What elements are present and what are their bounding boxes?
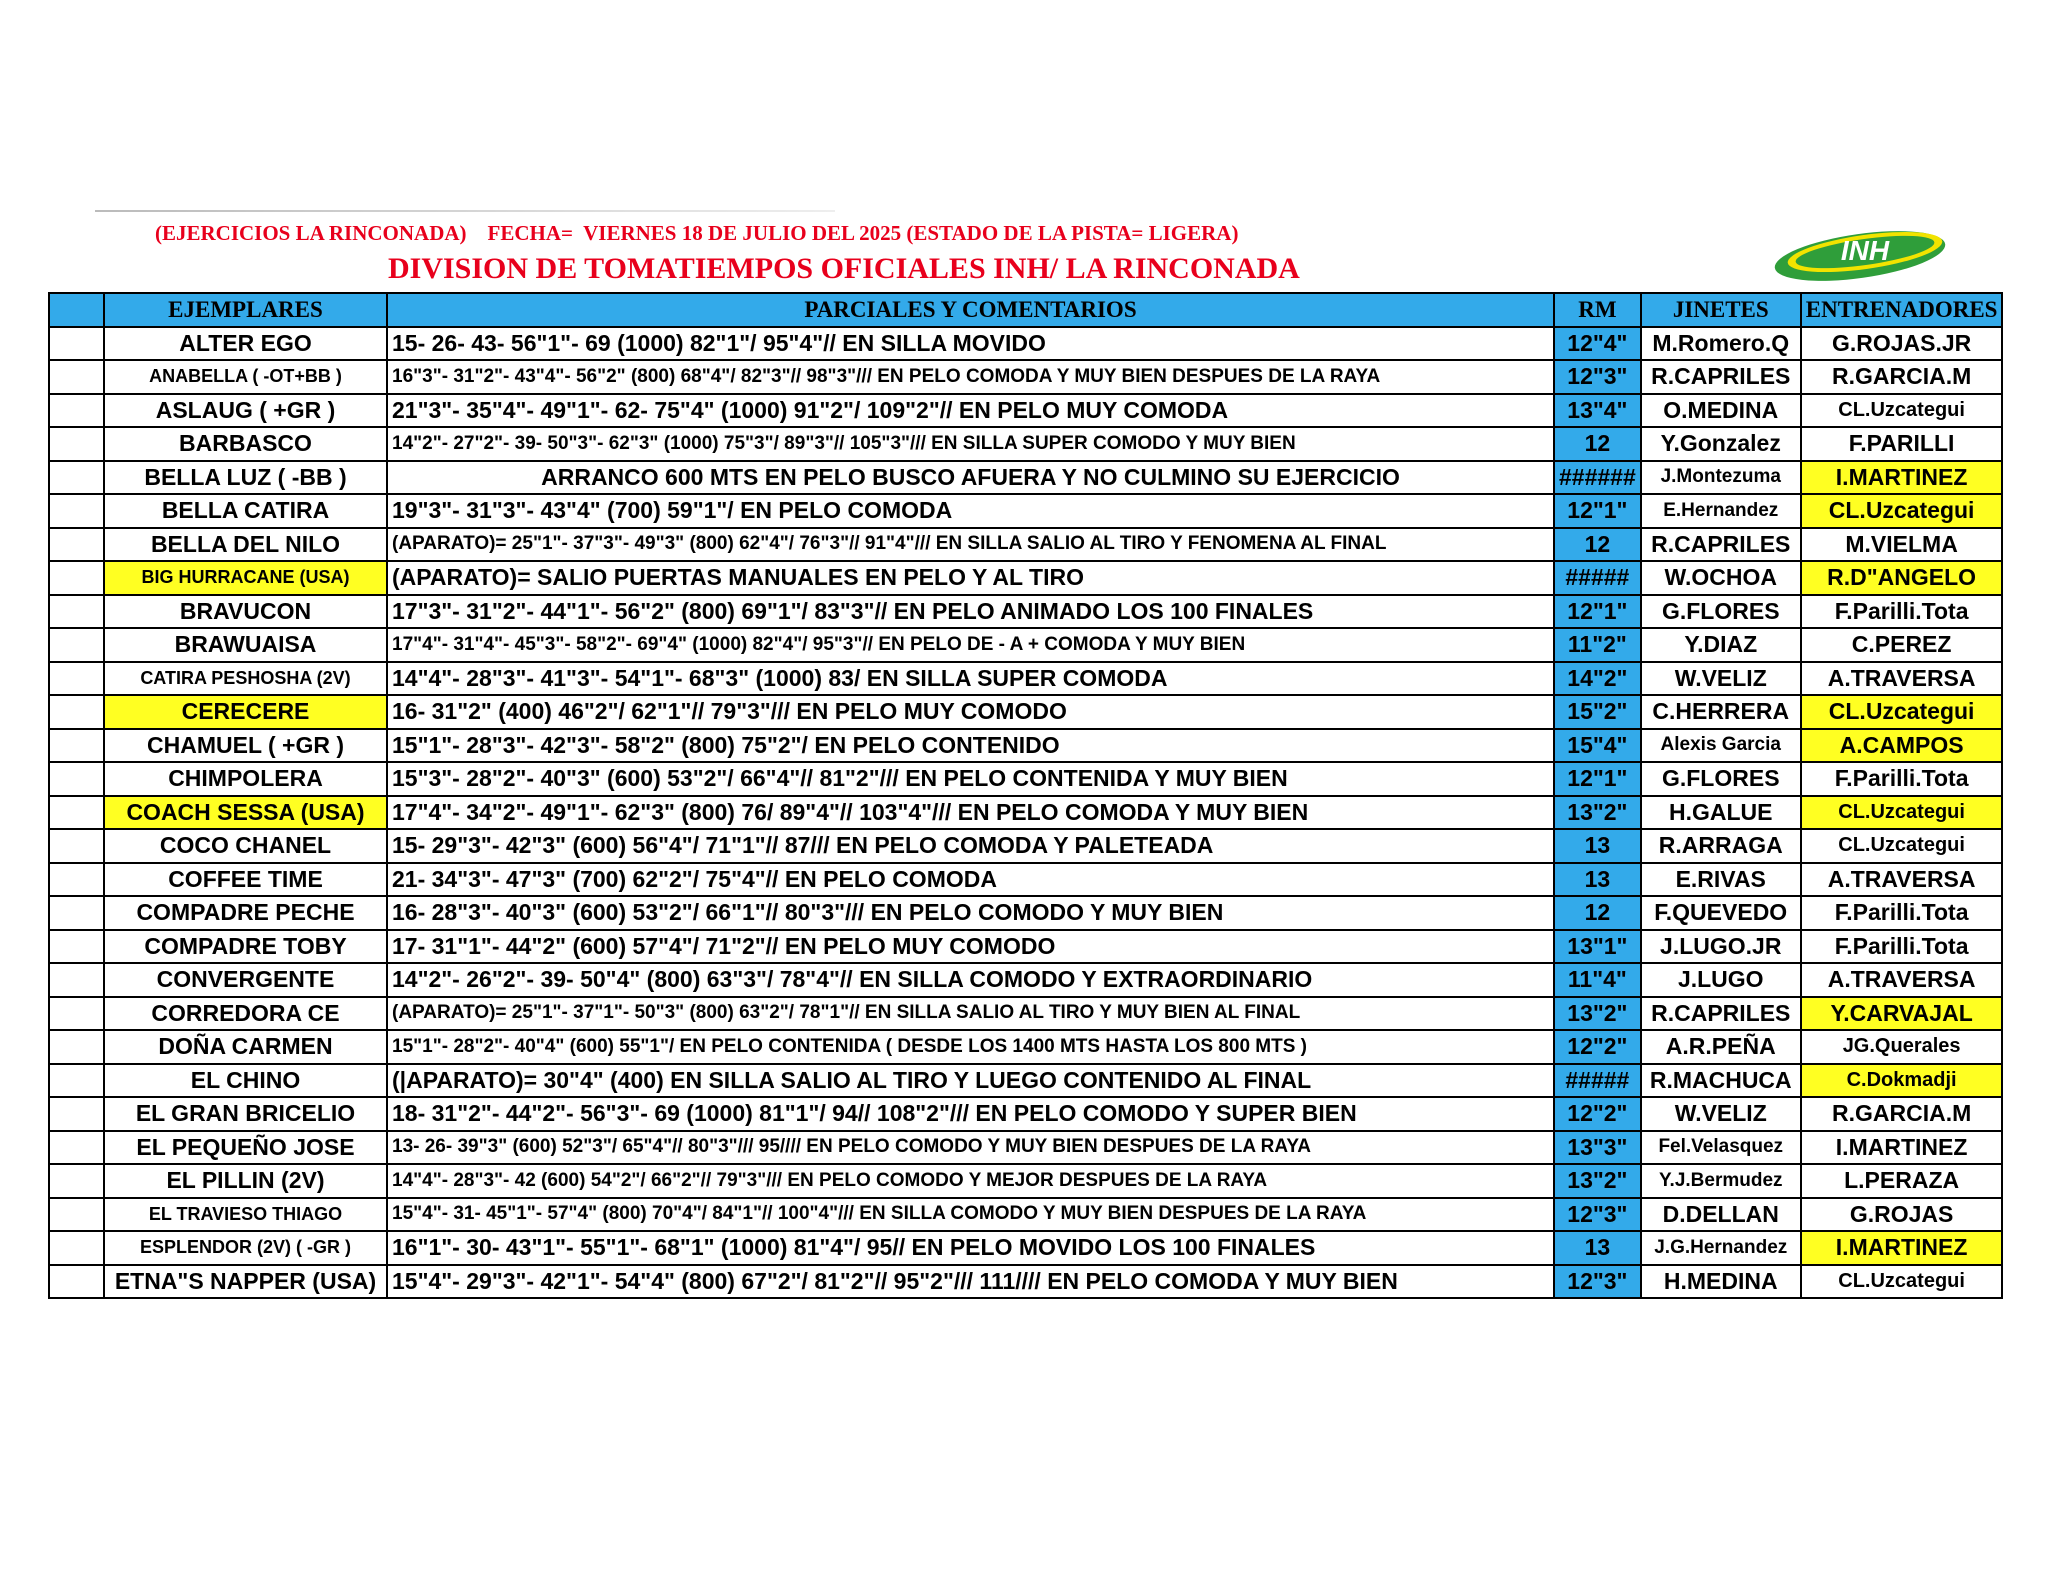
entrenador-cell: CL.Uzcategui — [1801, 394, 2003, 428]
table-row — [49, 494, 2002, 528]
ejemplar-cell: CATIRA PESHOSHA (2V) — [104, 662, 387, 696]
ejemplar-cell: ANABELLA ( -OT+BB ) — [104, 360, 387, 394]
parciales-cell: 14"4"- 28"3"- 41"3"- 54"1"- 68"3" (1000) 83/ EN SILLA SUPER COMODA — [387, 662, 1554, 696]
rm-cell: 15"4" — [1554, 729, 1641, 763]
jinete-cell: F.QUEVEDO — [1641, 896, 1801, 930]
table-row — [49, 1198, 2002, 1232]
rm-cell: 12"2" — [1554, 1030, 1641, 1064]
table-row — [49, 461, 2002, 495]
row-blank-cell — [49, 1265, 104, 1299]
ejemplar-cell: CHIMPOLERA — [104, 762, 387, 796]
table-row — [49, 1164, 2002, 1198]
parciales-cell: 15"4"- 29"3"- 42"1"- 54"4" (800) 67"2"/ 81"2"// 95"2"/// 111//// EN PELO COMODA Y MUY BIEN — [387, 1265, 1554, 1299]
parciales-cell: 13- 26- 39"3" (600) 52"3"/ 65"4"// 80"3"/// 95//// EN PELO COMODO Y MUY BIEN DESPUES DE LA RAYA — [387, 1131, 1554, 1165]
parciales-cell: 17"4"- 31"4"- 45"3"- 58"2"- 69"4" (1000) 82"4"/ 95"3"// EN PELO DE - A + COMODA Y MUY BIEN — [387, 628, 1554, 662]
jinete-cell: R.CAPRILES — [1641, 528, 1801, 562]
jinete-cell: R.MACHUCA — [1641, 1064, 1801, 1098]
rm-cell: 15"2" — [1554, 695, 1641, 729]
jinete-cell: W.OCHOA — [1641, 561, 1801, 595]
jinete-cell: M.Romero.Q — [1641, 327, 1801, 361]
rm-cell: 13"4" — [1554, 394, 1641, 428]
header-subtitle: (EJERCICIOS LA RINCONADA) FECHA= VIERNES 18 DE JULIO DEL 2025 (ESTADO DE LA PISTA= LIGERA) — [155, 221, 1239, 245]
row-blank-cell — [49, 1097, 104, 1131]
row-blank-cell — [49, 494, 104, 528]
parciales-cell: 14"2"- 26"2"- 39- 50"4" (800) 63"3"/ 78"4"// EN SILLA COMODO Y EXTRAORDINARIO — [387, 963, 1554, 997]
row-blank-cell — [49, 662, 104, 696]
entrenador-cell: I.MARTINEZ — [1801, 1131, 2003, 1165]
row-blank-cell — [49, 863, 104, 897]
ejemplar-cell: EL PEQUEÑO JOSE — [104, 1131, 387, 1165]
row-blank-cell — [49, 1164, 104, 1198]
jinete-cell: Y.Gonzalez — [1641, 427, 1801, 461]
table-row — [49, 327, 2002, 361]
parciales-cell: ARRANCO 600 MTS EN PELO BUSCO AFUERA Y NO CULMINO SU EJERCICIO — [387, 461, 1554, 495]
jinete-cell: J.LUGO — [1641, 963, 1801, 997]
row-blank-cell — [49, 1131, 104, 1165]
table-row — [49, 662, 2002, 696]
jinete-cell: J.G.Hernandez — [1641, 1231, 1801, 1265]
row-blank-cell — [49, 628, 104, 662]
ejemplar-cell: BRAWUAISA — [104, 628, 387, 662]
jinete-cell: R.ARRAGA — [1641, 829, 1801, 863]
parciales-cell: 17"4"- 34"2"- 49"1"- 62"3" (800) 76/ 89"4"// 103"4"/// EN PELO COMODA Y MUY BIEN — [387, 796, 1554, 830]
ejemplar-cell: CORREDORA CE — [104, 997, 387, 1031]
entrenador-cell: F.Parilli.Tota — [1801, 762, 2003, 796]
table-row — [49, 1097, 2002, 1131]
ejemplar-cell: COCO CHANEL — [104, 829, 387, 863]
table-row — [49, 762, 2002, 796]
ejemplar-cell: ESPLENDOR (2V) ( -GR ) — [104, 1231, 387, 1265]
parciales-cell: (APARATO)= 25"1"- 37"3"- 49"3" (800) 62"4"/ 76"3"// 91"4"/// EN SILLA SALIO AL TIRO Y FENOMENA AL FINAL — [387, 528, 1554, 562]
col-rm: RM — [1554, 293, 1641, 327]
entrenador-cell: C.Dokmadji — [1801, 1064, 2003, 1098]
rm-cell: 12"1" — [1554, 762, 1641, 796]
rm-cell: 13"3" — [1554, 1131, 1641, 1165]
page-title: DIVISION DE TOMATIEMPOS OFICIALES INH/ LA RINCONADA — [388, 252, 1300, 285]
row-blank-cell — [49, 1231, 104, 1265]
rm-cell: 12"3" — [1554, 360, 1641, 394]
entrenador-cell: G.ROJAS — [1801, 1198, 2003, 1232]
rm-cell: 13"2" — [1554, 796, 1641, 830]
entrenador-cell: A.CAMPOS — [1801, 729, 2003, 763]
parciales-cell: 16"3"- 31"2"- 43"4"- 56"2" (800) 68"4"/ 82"3"// 98"3"/// EN PELO COMODA Y MUY BIEN DESPUES DE LA RAYA — [387, 360, 1554, 394]
table-row — [49, 1064, 2002, 1098]
jinete-cell: H.GALUE — [1641, 796, 1801, 830]
ejemplar-cell: ALTER EGO — [104, 327, 387, 361]
entrenador-cell: L.PERAZA — [1801, 1164, 2003, 1198]
row-blank-cell — [49, 896, 104, 930]
jinete-cell: D.DELLAN — [1641, 1198, 1801, 1232]
parciales-cell: 15"1"- 28"2"- 40"4" (600) 55"1"/ EN PELO CONTENIDA ( DESDE LOS 1400 MTS HASTA LOS 800 MTS ) — [387, 1030, 1554, 1064]
table-row — [49, 427, 2002, 461]
jinete-cell: W.VELIZ — [1641, 1097, 1801, 1131]
ejemplar-cell: EL GRAN BRICELIO — [104, 1097, 387, 1131]
ejemplar-cell: BARBASCO — [104, 427, 387, 461]
jinete-cell: Fel.Velasquez — [1641, 1131, 1801, 1165]
rm-cell: 11"4" — [1554, 963, 1641, 997]
rm-cell: 13 — [1554, 829, 1641, 863]
rm-cell: 12"2" — [1554, 1097, 1641, 1131]
ejemplar-cell: BRAVUCON — [104, 595, 387, 629]
entrenador-cell: A.TRAVERSA — [1801, 662, 2003, 696]
parciales-cell: 18- 31"2"- 44"2"- 56"3"- 69 (1000) 81"1"/ 94// 108"2"/// EN PELO COMODO Y SUPER BIEN — [387, 1097, 1554, 1131]
entrenador-cell: R.GARCIA.M — [1801, 1097, 2003, 1131]
table-header-row — [49, 293, 2002, 327]
entrenador-cell: M.VIELMA — [1801, 528, 2003, 562]
table-row — [49, 729, 2002, 763]
table-row — [49, 1131, 2002, 1165]
jinete-cell: J.LUGO.JR — [1641, 930, 1801, 964]
entrenador-cell: F.PARILLI — [1801, 427, 2003, 461]
jinete-cell: E.Hernandez — [1641, 494, 1801, 528]
row-blank-cell — [49, 1064, 104, 1098]
jinete-cell: C.HERRERA — [1641, 695, 1801, 729]
ejemplar-cell: ETNA"S NAPPER (USA) — [104, 1265, 387, 1299]
table-row — [49, 829, 2002, 863]
parciales-cell: 15- 29"3"- 42"3" (600) 56"4"/ 71"1"// 87/// EN PELO COMODA Y PALETEADA — [387, 829, 1554, 863]
table-row — [49, 963, 2002, 997]
rm-cell: 13 — [1554, 1231, 1641, 1265]
ejemplar-cell: BELLA CATIRA — [104, 494, 387, 528]
rm-cell: ###### — [1554, 461, 1641, 495]
row-blank-cell — [49, 427, 104, 461]
entrenador-cell: A.TRAVERSA — [1801, 963, 2003, 997]
table-row — [49, 863, 2002, 897]
table-row — [49, 930, 2002, 964]
entrenador-cell: JG.Querales — [1801, 1030, 2003, 1064]
ejemplar-cell: CHAMUEL ( +GR ) — [104, 729, 387, 763]
parciales-cell: 15"3"- 28"2"- 40"3" (600) 53"2"/ 66"4"// 81"2"/// EN PELO CONTENIDA Y MUY BIEN — [387, 762, 1554, 796]
entrenador-cell: G.ROJAS.JR — [1801, 327, 2003, 361]
entrenador-cell: CL.Uzcategui — [1801, 1265, 2003, 1299]
rm-cell: 12"1" — [1554, 595, 1641, 629]
row-blank-cell — [49, 595, 104, 629]
entrenador-cell: R.D"ANGELO — [1801, 561, 2003, 595]
rm-cell: 12"4" — [1554, 327, 1641, 361]
row-blank-cell — [49, 327, 104, 361]
table-row — [49, 1030, 2002, 1064]
parciales-cell: 21"3"- 35"4"- 49"1"- 62- 75"4" (1000) 91"2"/ 109"2"// EN PELO MUY COMODA — [387, 394, 1554, 428]
rm-cell: 13"2" — [1554, 1164, 1641, 1198]
table-row — [49, 394, 2002, 428]
ejemplar-cell: BIG HURRACANE (USA) — [104, 561, 387, 595]
row-blank-cell — [49, 394, 104, 428]
jinete-cell: Y.DIAZ — [1641, 628, 1801, 662]
jinete-cell: H.MEDINA — [1641, 1265, 1801, 1299]
col-entrenadores: ENTRENADORES — [1801, 293, 2003, 327]
entrenador-cell: CL.Uzcategui — [1801, 494, 2003, 528]
rm-cell: 12"3" — [1554, 1198, 1641, 1232]
row-blank-cell — [49, 1030, 104, 1064]
parciales-cell: 14"4"- 28"3"- 42 (600) 54"2"/ 66"2"// 79"3"/// EN PELO COMODO Y MEJOR DESPUES DE LA RAYA — [387, 1164, 1554, 1198]
rm-cell: 13"2" — [1554, 997, 1641, 1031]
entrenador-cell: CL.Uzcategui — [1801, 796, 2003, 830]
table-row — [49, 561, 2002, 595]
ejemplar-cell: DOÑA CARMEN — [104, 1030, 387, 1064]
parciales-cell: 15"1"- 28"3"- 42"3"- 58"2" (800) 75"2"/ EN PELO CONTENIDO — [387, 729, 1554, 763]
parciales-cell: 19"3"- 31"3"- 43"4" (700) 59"1"/ EN PELO COMODA — [387, 494, 1554, 528]
parciales-cell: 16- 31"2" (400) 46"2"/ 62"1"// 79"3"/// EN PELO MUY COMODO — [387, 695, 1554, 729]
row-blank-cell — [49, 729, 104, 763]
entrenador-cell: A.TRAVERSA — [1801, 863, 2003, 897]
jinete-cell: O.MEDINA — [1641, 394, 1801, 428]
entrenador-cell: I.MARTINEZ — [1801, 1231, 2003, 1265]
ejemplar-cell: EL CHINO — [104, 1064, 387, 1098]
ejemplar-cell: CONVERGENTE — [104, 963, 387, 997]
ejemplar-cell: COFFEE TIME — [104, 863, 387, 897]
entrenador-cell: F.Parilli.Tota — [1801, 930, 2003, 964]
parciales-cell: (APARATO)= 25"1"- 37"1"- 50"3" (800) 63"2"/ 78"1"// EN SILLA SALIO AL TIRO Y MUY BIEN AL FINAL — [387, 997, 1554, 1031]
entrenador-cell: Y.CARVAJAL — [1801, 997, 2003, 1031]
entrenador-cell: F.Parilli.Tota — [1801, 595, 2003, 629]
jinete-cell: R.CAPRILES — [1641, 360, 1801, 394]
table-row — [49, 997, 2002, 1031]
parciales-cell: 15"4"- 31- 45"1"- 57"4" (800) 70"4"/ 84"1"// 100"4"/// EN SILLA COMODO Y MUY BIEN DESPUES DE LA RAYA — [387, 1198, 1554, 1232]
jinete-cell: Y.J.Bermudez — [1641, 1164, 1801, 1198]
jinete-cell: W.VELIZ — [1641, 662, 1801, 696]
entrenador-cell: R.GARCIA.M — [1801, 360, 2003, 394]
entrenador-cell: I.MARTINEZ — [1801, 461, 2003, 495]
parciales-cell: (APARATO)= SALIO PUERTAS MANUALES EN PELO Y AL TIRO — [387, 561, 1554, 595]
entrenador-cell: CL.Uzcategui — [1801, 695, 2003, 729]
ejemplar-cell: COACH SESSA (USA) — [104, 796, 387, 830]
logo-text: INH — [1840, 235, 1890, 266]
ejemplar-cell: COMPADRE TOBY — [104, 930, 387, 964]
rm-cell: 11"2" — [1554, 628, 1641, 662]
ejemplar-cell: COMPADRE PECHE — [104, 896, 387, 930]
ejemplar-cell: BELLA LUZ ( -BB ) — [104, 461, 387, 495]
rm-cell: 12 — [1554, 427, 1641, 461]
ejemplar-cell: EL TRAVIESO THIAGO — [104, 1198, 387, 1232]
row-blank-cell — [49, 528, 104, 562]
parciales-cell: 17- 31"1"- 44"2" (600) 57"4"/ 71"2"// EN PELO MUY COMODO — [387, 930, 1554, 964]
jinete-cell: G.FLORES — [1641, 762, 1801, 796]
parciales-cell: 14"2"- 27"2"- 39- 50"3"- 62"3" (1000) 75"3"/ 89"3"// 105"3"/// EN SILLA SUPER COMODO Y MUY BIEN — [387, 427, 1554, 461]
parciales-cell: 15- 26- 43- 56"1"- 69 (1000) 82"1"/ 95"4"// EN SILLA MOVIDO — [387, 327, 1554, 361]
ejemplar-cell: ASLAUG ( +GR ) — [104, 394, 387, 428]
rm-cell: 12 — [1554, 528, 1641, 562]
row-blank-cell — [49, 561, 104, 595]
jinete-cell: G.FLORES — [1641, 595, 1801, 629]
parciales-cell: 17"3"- 31"2"- 44"1"- 56"2" (800) 69"1"/ 83"3"// EN PELO ANIMADO LOS 100 FINALES — [387, 595, 1554, 629]
row-blank-cell — [49, 695, 104, 729]
parciales-cell: (|APARATO)= 30"4" (400) EN SILLA SALIO AL TIRO Y LUEGO CONTENIDO AL FINAL — [387, 1064, 1554, 1098]
col-jinetes: JINETES — [1641, 293, 1801, 327]
row-blank-cell — [49, 796, 104, 830]
row-blank-cell — [49, 1198, 104, 1232]
table-row — [49, 695, 2002, 729]
workouts-table — [48, 292, 2003, 1299]
jinete-cell: E.RIVAS — [1641, 863, 1801, 897]
table-row — [49, 595, 2002, 629]
ejemplar-cell: CERECERE — [104, 695, 387, 729]
inh-logo — [1770, 222, 1950, 284]
rm-cell: ##### — [1554, 1064, 1641, 1098]
table-row — [49, 1231, 2002, 1265]
table-row — [49, 528, 2002, 562]
row-blank-cell — [49, 829, 104, 863]
table-row — [49, 1265, 2002, 1299]
jinete-cell: Alexis Garcia — [1641, 729, 1801, 763]
rm-cell: 13"1" — [1554, 930, 1641, 964]
row-blank-cell — [49, 762, 104, 796]
rm-cell: 12"1" — [1554, 494, 1641, 528]
header-blank — [49, 293, 104, 327]
entrenador-cell: CL.Uzcategui — [1801, 829, 2003, 863]
row-blank-cell — [49, 997, 104, 1031]
table-row — [49, 628, 2002, 662]
row-blank-cell — [49, 461, 104, 495]
parciales-cell: 16- 28"3"- 40"3" (600) 53"2"/ 66"1"// 80"3"/// EN PELO COMODO Y MUY BIEN — [387, 896, 1554, 930]
rm-cell: ##### — [1554, 561, 1641, 595]
row-blank-cell — [49, 360, 104, 394]
rm-cell: 13 — [1554, 863, 1641, 897]
ejemplar-cell: EL PILLIN (2V) — [104, 1164, 387, 1198]
rm-cell: 12 — [1554, 896, 1641, 930]
jinete-cell: J.Montezuma — [1641, 461, 1801, 495]
row-blank-cell — [49, 930, 104, 964]
parciales-cell: 21- 34"3"- 47"3" (700) 62"2"/ 75"4"// EN PELO COMODA — [387, 863, 1554, 897]
col-parciales: PARCIALES Y COMENTARIOS — [387, 293, 1554, 327]
table-row — [49, 360, 2002, 394]
table-row — [49, 896, 2002, 930]
entrenador-cell: C.PEREZ — [1801, 628, 2003, 662]
ejemplar-cell: BELLA DEL NILO — [104, 528, 387, 562]
entrenador-cell: F.Parilli.Tota — [1801, 896, 2003, 930]
rm-cell: 12"3" — [1554, 1265, 1641, 1299]
jinete-cell: R.CAPRILES — [1641, 997, 1801, 1031]
jinete-cell: A.R.PEÑA — [1641, 1030, 1801, 1064]
col-ejemplares: EJEMPLARES — [104, 293, 387, 327]
rm-cell: 14"2" — [1554, 662, 1641, 696]
row-blank-cell — [49, 963, 104, 997]
top-rule — [95, 210, 835, 212]
table-row — [49, 796, 2002, 830]
parciales-cell: 16"1"- 30- 43"1"- 55"1"- 68"1" (1000) 81"4"/ 95// EN PELO MOVIDO LOS 100 FINALES — [387, 1231, 1554, 1265]
